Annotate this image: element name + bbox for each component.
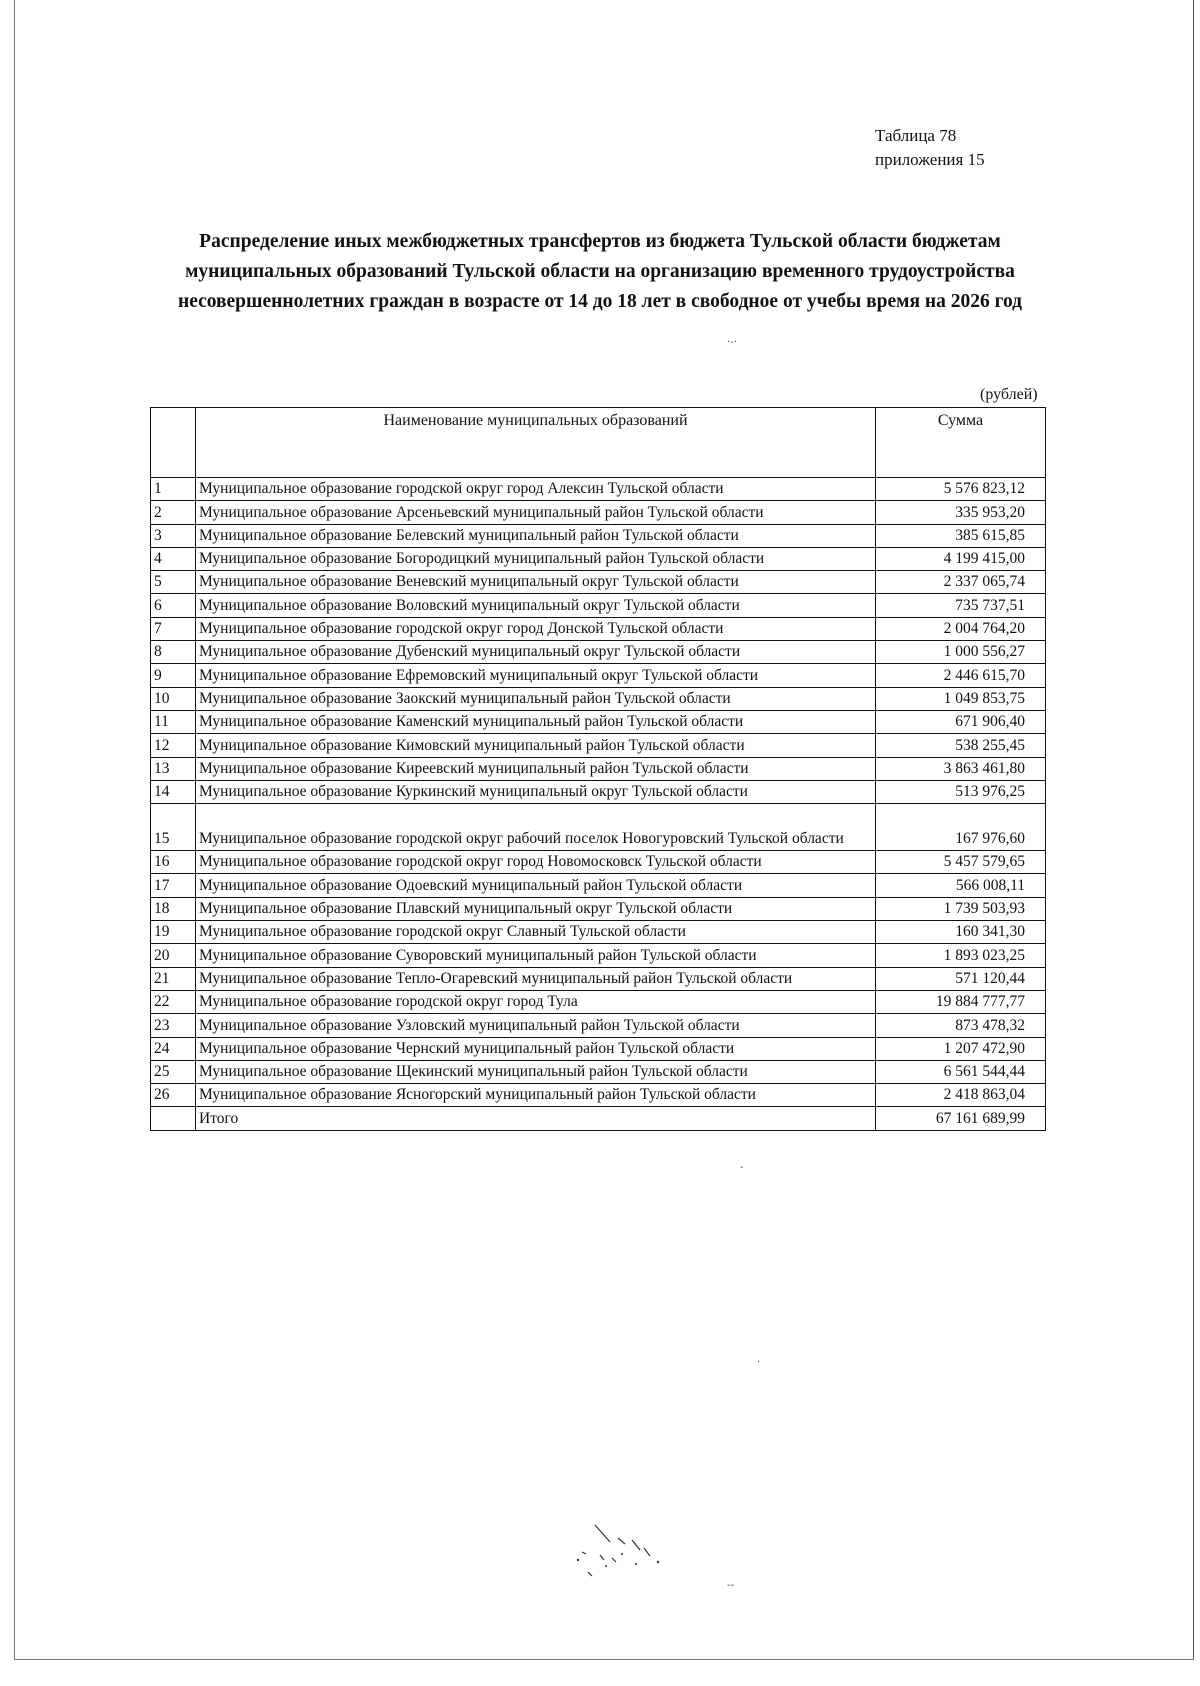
table-row [151,897,1046,920]
table-row [151,734,1046,757]
row-number-cell: 14 [151,780,196,803]
municipality-name-cell: Муниципальное образование Суворовский муниципальный район Тульской области [196,944,876,967]
row-number-cell: 4 [151,547,196,570]
row-number-cell: 17 [151,874,196,897]
amount-cell: 167 976,60 [876,804,1046,851]
table-row [151,501,1046,524]
amount-cell: 2 337 065,74 [876,571,1046,594]
amount-cell: 3 863 461,80 [876,757,1046,780]
row-number-cell: 16 [151,851,196,874]
amount-cell: 571 120,44 [876,967,1046,990]
municipality-name-cell: Муниципальное образование Чернский муниципальный район Тульской области [196,1037,876,1060]
amount-cell: 513 976,25 [876,780,1046,803]
table-row [151,757,1046,780]
table-row [151,1060,1046,1083]
table-row [151,967,1046,990]
total-label-cell: Итого [196,1107,876,1130]
municipality-name-cell: Муниципальное образование Кимовский муниципальный район Тульской области [196,734,876,757]
municipality-name-cell: Муниципальное образование Дубенский муниципальный округ Тульской области [196,641,876,664]
row-number-cell: 24 [151,1037,196,1060]
row-number-cell: 13 [151,757,196,780]
amount-cell: 873 478,32 [876,1014,1046,1037]
amount-cell: 1 739 503,93 [876,897,1046,920]
row-number-cell: 1 [151,478,196,501]
amount-cell: 160 341,30 [876,921,1046,944]
amount-cell: 2 418 863,04 [876,1084,1046,1107]
amount-cell: 5 576 823,12 [876,478,1046,501]
total-sum-cell: 67 161 689,99 [876,1107,1046,1130]
table-row [151,851,1046,874]
table-row [151,478,1046,501]
amount-cell: 1 000 556,27 [876,641,1046,664]
row-number-cell: 25 [151,1060,196,1083]
table-body [151,478,1046,1107]
amount-cell: 735 737,51 [876,594,1046,617]
row-number-cell: 19 [151,921,196,944]
municipality-name-cell: Муниципальное образование Арсеньевский муниципальный район Тульской области [196,501,876,524]
table-row [151,921,1046,944]
table-row [151,687,1046,710]
table-row [151,710,1046,733]
municipality-name-cell: Муниципальное образование городской округ рабочий поселок Новогуровский Тульской области [196,804,876,851]
row-number-cell: 8 [151,641,196,664]
amount-cell: 566 008,11 [876,874,1046,897]
amount-cell: 2 004 764,20 [876,617,1046,640]
row-number-cell: 6 [151,594,196,617]
header-num-cell [151,408,196,478]
amount-cell: 2 446 615,70 [876,664,1046,687]
scan-mark: ‐‐ [727,1580,735,1591]
row-number-cell: 10 [151,687,196,710]
municipality-name-cell: Муниципальное образование Воловский муниципальный округ Тульской области [196,594,876,617]
amount-cell: 5 457 579,65 [876,851,1046,874]
appendix-number: приложения 15 [875,150,985,169]
table-row [151,804,1046,851]
header-name-cell: Наименование муниципальных образований [196,408,876,478]
table-row [151,664,1046,687]
municipality-name-cell: Муниципальное образование Одоевский муниципальный район Тульской области [196,874,876,897]
municipality-name-cell: Муниципальное образование Богородицкий муниципальный район Тульской области [196,547,876,570]
table-number: Таблица 78 [875,126,957,145]
table-row [151,571,1046,594]
table-header-row [151,408,1046,478]
row-number-cell: 9 [151,664,196,687]
table-row [151,1037,1046,1060]
scan-mark: · [757,1357,761,1368]
scan-mark: ·-· [727,337,737,348]
amount-cell: 4 199 415,00 [876,547,1046,570]
scan-mark: - [740,1162,744,1173]
amount-cell: 538 255,45 [876,734,1046,757]
row-number-cell: 3 [151,524,196,547]
municipality-name-cell: Муниципальное образование Узловский муниципальный район Тульской области [196,1014,876,1037]
row-number-cell: 23 [151,1014,196,1037]
row-number-cell: 22 [151,990,196,1013]
amount-cell: 19 884 777,77 [876,990,1046,1013]
scan-smudge [570,1520,680,1590]
municipality-name-cell: Муниципальное образование Щекинский муниципальный район Тульской области [196,1060,876,1083]
table-row [151,547,1046,570]
amount-cell: 335 953,20 [876,501,1046,524]
row-number-cell: 18 [151,897,196,920]
table-row [151,944,1046,967]
municipality-name-cell: Муниципальное образование Тепло-Огаревский муниципальный район Тульской области [196,967,876,990]
total-row [151,1107,1046,1130]
row-number-cell: 12 [151,734,196,757]
municipality-name-cell: Муниципальное образование городской округ город Новомосковск Тульской области [196,851,876,874]
table-row [151,990,1046,1013]
amount-cell: 671 906,40 [876,710,1046,733]
amount-cell: 1 207 472,90 [876,1037,1046,1060]
municipality-name-cell: Муниципальное образование Плавский муниципальный округ Тульской области [196,897,876,920]
row-number-cell: 11 [151,710,196,733]
table-row [151,1084,1046,1107]
municipality-name-cell: Муниципальное образование городской округ город Тула [196,990,876,1013]
table-row [151,780,1046,803]
table-row [151,1014,1046,1037]
amount-cell: 1 893 023,25 [876,944,1046,967]
distribution-table [150,407,1046,1131]
row-number-cell: 7 [151,617,196,640]
total-num-cell [151,1107,196,1130]
municipality-name-cell: Муниципальное образование Заокский муниципальный район Тульской области [196,687,876,710]
municipality-name-cell: Муниципальное образование Киреевский муниципальный район Тульской области [196,757,876,780]
document-title: Распределение иных межбюджетных трансфертов из бюджета Тульской области бюджетам муниципальных образований Тульской области на организацию временного трудоустройства несовершеннолетних граждан в возрасте от 14 до 18 лет в свободное от учебы время на 2026 год [177,231,1023,312]
table-row [151,594,1046,617]
municipality-name-cell: Муниципальное образование Куркинский муниципальный округ Тульской области [196,780,876,803]
municipality-name-cell: Муниципальное образование Белевский муниципальный район Тульской области [196,524,876,547]
municipality-name-cell: Муниципальное образование городской округ город Донской Тульской области [196,617,876,640]
row-number-cell: 20 [151,944,196,967]
municipality-name-cell: Муниципальное образование Ясногорский муниципальный район Тульской области [196,1084,876,1107]
table-row [151,524,1046,547]
municipality-name-cell: Муниципальное образование Каменский муниципальный район Тульской области [196,710,876,733]
municipality-name-cell: Муниципальное образование Ефремовский муниципальный округ Тульской области [196,664,876,687]
header-sum-cell: Сумма [876,408,1046,478]
table-row [151,874,1046,897]
amount-cell: 6 561 544,44 [876,1060,1046,1083]
amount-cell: 385 615,85 [876,524,1046,547]
row-number-cell: 15 [151,804,196,851]
row-number-cell: 21 [151,967,196,990]
row-number-cell: 2 [151,501,196,524]
amount-cell: 1 049 853,75 [876,687,1046,710]
row-number-cell: 26 [151,1084,196,1107]
municipality-name-cell: Муниципальное образование городской округ город Алексин Тульской области [196,478,876,501]
units-label: (рублей) [980,386,1038,403]
row-number-cell: 5 [151,571,196,594]
table-row [151,617,1046,640]
municipality-name-cell: Муниципальное образование Веневский муниципальный округ Тульской области [196,571,876,594]
table-row [151,641,1046,664]
table-reference [875,124,985,172]
municipality-name-cell: Муниципальное образование городской округ Славный Тульской области [196,921,876,944]
